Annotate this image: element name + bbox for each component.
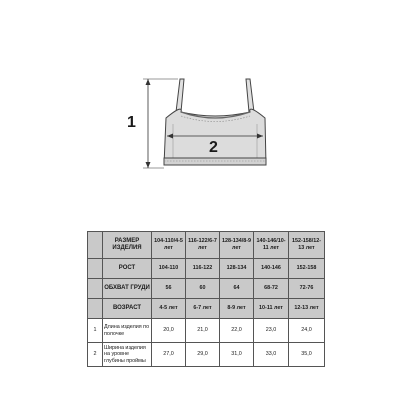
row-label: РОСТ: [103, 259, 152, 279]
table-cell: 72-76: [289, 279, 325, 299]
table-cell: 56: [152, 279, 186, 299]
size-column-header: 116-122/6-7 лет: [186, 232, 220, 259]
table-cell: 23,0: [254, 319, 289, 343]
table-cell: 116-122: [186, 259, 220, 279]
measurement-description: Длина изделия по полочке: [103, 319, 152, 343]
right-strap: [246, 79, 254, 112]
bottom-band: [164, 158, 266, 165]
dimension-label-1: 1: [127, 114, 136, 131]
table-cell: 4-5 лет: [152, 299, 186, 319]
table-cell: 29,0: [186, 343, 220, 367]
table-header-row: [88, 232, 325, 259]
row-label: ОБХВАТ ГРУДИ: [103, 279, 152, 299]
table-row-chest: [88, 279, 325, 299]
row-label: ВОЗРАСТ: [103, 299, 152, 319]
table-cell: 33,0: [254, 343, 289, 367]
size-table-container: [87, 231, 324, 367]
table-row-height: [88, 259, 325, 279]
table-cell: 21,0: [186, 319, 220, 343]
table-cell: 8-9 лет: [220, 299, 254, 319]
table-cell: 35,0: [289, 343, 325, 367]
table-cell: 64: [220, 279, 254, 299]
size-column-header: 128-134/8-9 лет: [220, 232, 254, 259]
size-header-label: РАЗМЕР ИЗДЕЛИЯ: [103, 232, 152, 259]
measurement-number: 2: [88, 343, 103, 367]
left-strap: [176, 79, 184, 112]
table-row-length: [88, 319, 325, 343]
table-cell: 20,0: [152, 319, 186, 343]
dimension-label-2: 2: [209, 139, 218, 156]
size-column-header: 152-158/12-13 лет: [289, 232, 325, 259]
table-cell: 128-134: [220, 259, 254, 279]
table-cell: 68-72: [254, 279, 289, 299]
table-cell: 140-146: [254, 259, 289, 279]
size-column-header: 104-110/4-5 лет: [152, 232, 186, 259]
size-column-header: 140-146/10-11 лет: [254, 232, 289, 259]
measurement-number: 1: [88, 319, 103, 343]
size-table: [87, 231, 325, 367]
table-row-width: [88, 343, 325, 367]
table-row-age: [88, 299, 325, 319]
table-cell: 10-11 лет: [254, 299, 289, 319]
table-cell: 31,0: [220, 343, 254, 367]
table-cell: 104-110: [152, 259, 186, 279]
table-cell: 60: [186, 279, 220, 299]
table-cell: 152-158: [289, 259, 325, 279]
measurement-description: Ширина изделия на уровне глубины проймы: [103, 343, 152, 367]
table-cell: 6-7 лет: [186, 299, 220, 319]
table-cell: 27,0: [152, 343, 186, 367]
table-cell: 22,0: [220, 319, 254, 343]
table-cell: 12-13 лет: [289, 299, 325, 319]
table-cell: 24,0: [289, 319, 325, 343]
